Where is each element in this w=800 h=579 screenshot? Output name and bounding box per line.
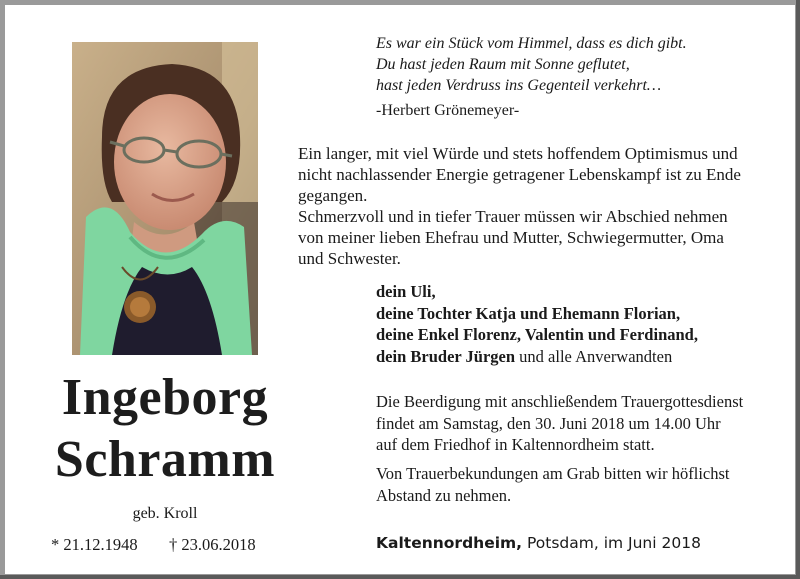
quote-author: -Herbert Grönemeyer- xyxy=(376,102,520,119)
portrait-image xyxy=(72,42,258,355)
quote-line: hast jeden Verdruss ins Gegenteil verkehrt… xyxy=(376,77,662,94)
announcement-line: Schmerzvoll und in tiefer Trauer müssen wir Abschied nehmen xyxy=(298,207,728,226)
condolences-line: Von Trauerbekundungen am Grab bitten wir höflichst xyxy=(376,464,730,483)
funeral-line: Die Beerdigung mit anschließendem Trauergottesdienst xyxy=(376,392,744,411)
mourner-relatives: und alle Anverwandten xyxy=(515,346,673,366)
condolences-line: Abstand zu nehmen. xyxy=(376,485,512,505)
funeral-info xyxy=(376,391,786,456)
death-date: † 23.06.2018 xyxy=(169,535,256,554)
mourner-brother: dein Bruder Jürgen xyxy=(376,346,516,366)
mourners-list xyxy=(376,281,698,367)
birth-name: geb. Kroll xyxy=(132,505,198,522)
announcement-line: Ein langer, mit viel Würde und stets hoffendem Optimismus und xyxy=(298,144,738,163)
place-city: Kaltennordheim, xyxy=(376,534,523,552)
announcement-line: und Schwester. xyxy=(298,249,401,268)
announcement-line: nicht nachlassender Energie getragener Lebenskampf ist zu Ende xyxy=(298,165,741,184)
announcement-text xyxy=(298,143,778,269)
funeral-line: findet am Samstag, den 30. Juni 2018 um 14.00 Uhr xyxy=(376,413,721,433)
mourner-husband: dein Uli, xyxy=(376,282,436,301)
quote xyxy=(376,33,687,96)
announcement-line: gegangen. xyxy=(298,186,368,205)
funeral-line: auf dem Friedhof in Kaltennordheim statt. xyxy=(376,435,655,454)
quote-line: Es war ein Stück vom Himmel, dass es dich gibt. xyxy=(376,35,687,52)
deceased-first-name: Ingeborg xyxy=(61,369,269,426)
place-date xyxy=(376,534,701,552)
portrait-photo xyxy=(72,42,258,355)
announcement-line: von meiner lieben Ehefrau und Mutter, Schwiegermutter, Oma xyxy=(298,228,724,247)
birth-date: * 21.12.1948 xyxy=(51,535,138,554)
deceased-last-name: Schramm xyxy=(54,431,276,488)
quote-line: Du hast jeden Raum mit Sonne geflutet, xyxy=(376,56,630,73)
mourner-grandchildren: deine Enkel Florenz, Valentin und Ferdinand, xyxy=(376,325,698,344)
mourner-daughter: deine Tochter Katja und Ehemann Florian, xyxy=(376,303,681,323)
place-rest: Potsdam, im Juni 2018 xyxy=(522,534,701,552)
condolences-note xyxy=(376,463,786,506)
